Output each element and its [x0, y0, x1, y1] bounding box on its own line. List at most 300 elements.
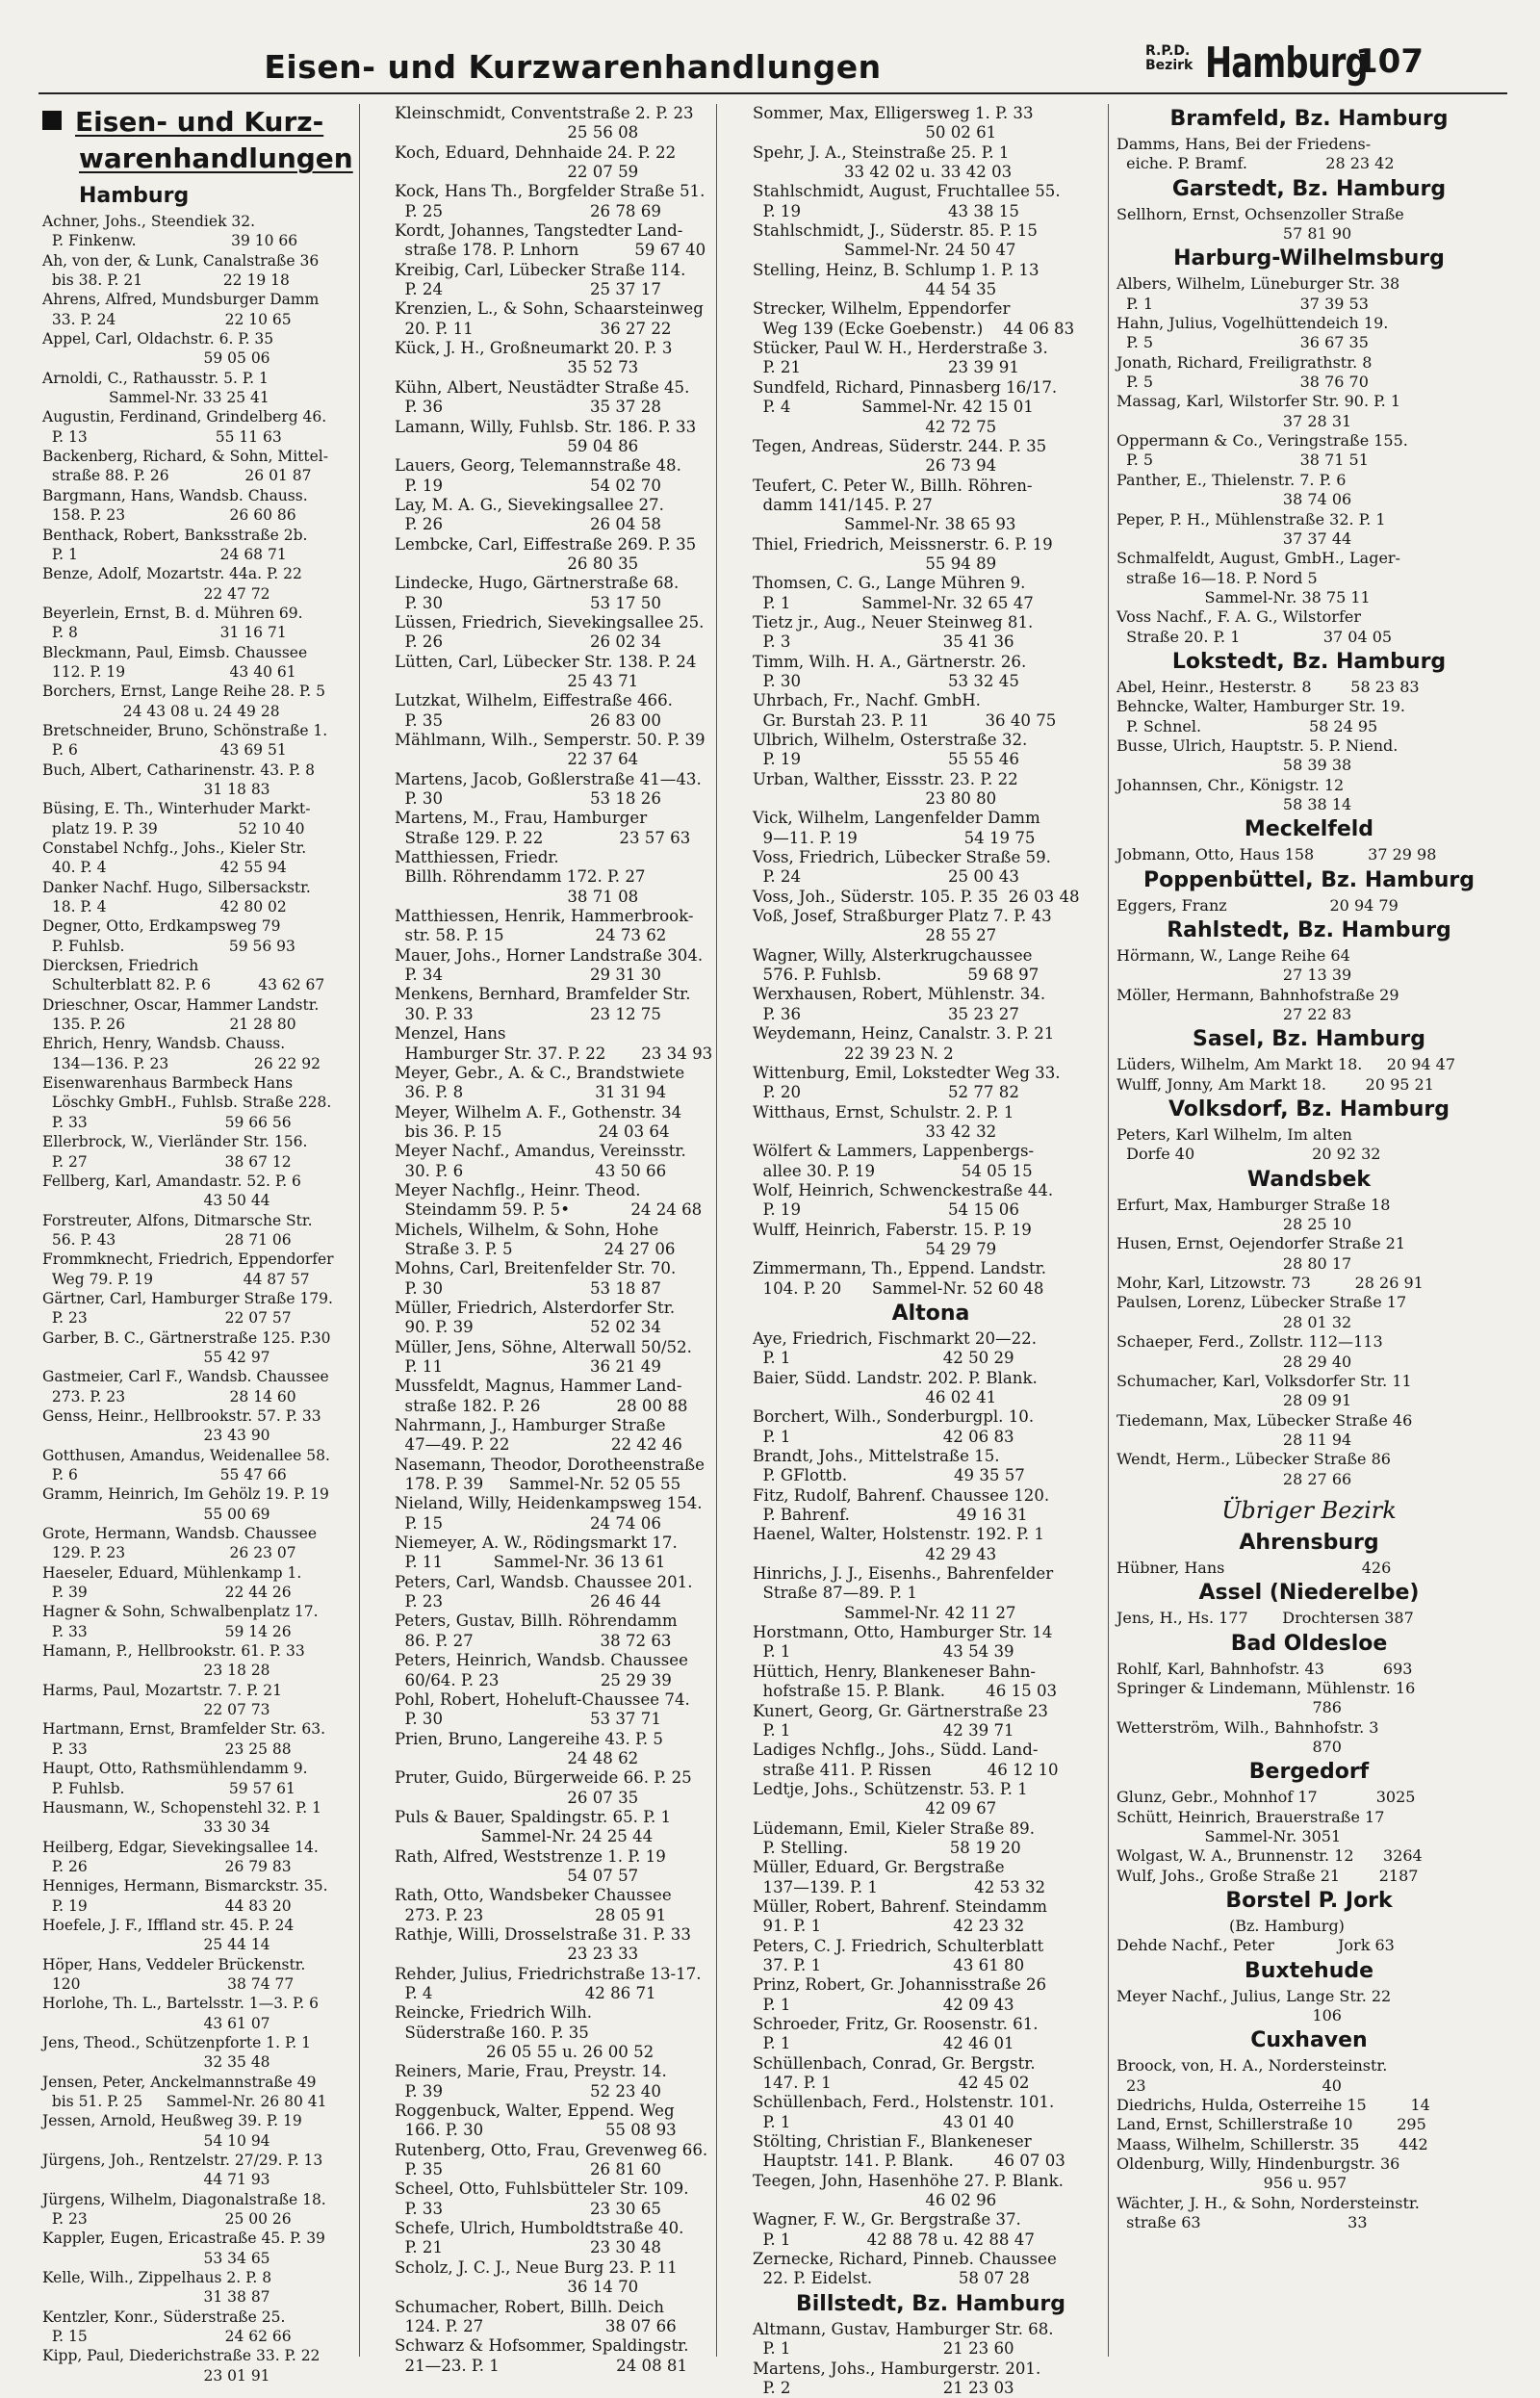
- directory-line: Kühn, Albert, Neustädter Straße 45.: [395, 377, 690, 397]
- place-heading: Cuxhaven: [1250, 2028, 1368, 2053]
- rpd-bottom: Bezirk: [1145, 58, 1194, 73]
- directory-line: 90. P. 39 52 02 34: [395, 1318, 661, 1337]
- directory-line: Abel, Heinr., Hesterstr. 8 58 23 83: [1116, 677, 1420, 696]
- directory-line: Weg 139 (Ecke Goebenstr.) 44 06 83: [753, 319, 1075, 338]
- directory-line: 26 73 94: [753, 456, 997, 476]
- directory-line: 54 10 94: [42, 2131, 270, 2150]
- directory-line: Kordt, Johannes, Tangstedter Land-: [395, 221, 683, 241]
- directory-line: Meyer, Wilhelm A. F., Gothenstr. 34: [395, 1102, 682, 1122]
- directory-line: Jessen, Arnold, Heußweg 39. P. 19: [42, 2112, 302, 2130]
- directory-line: P. 6 43 69 51: [42, 741, 287, 760]
- directory-line: Prien, Bruno, Langereihe 43. P. 5: [395, 1729, 663, 1748]
- directory-line: Constabel Nchfg., Johs., Kieler Str.: [42, 839, 307, 857]
- section-subtitle: Übriger Bezirk: [1221, 1496, 1397, 1524]
- directory-line: Puls & Bauer, Spaldingstr. 65. P. 1: [395, 1807, 672, 1826]
- directory-line: Schroeder, Fritz, Gr. Roosenstr. 61.: [753, 2015, 1039, 2033]
- directory-line: Werxhausen, Robert, Mühlenstr. 34.: [753, 985, 1046, 1004]
- directory-line: 956 u. 957: [1116, 2174, 1348, 2193]
- directory-line: 104. P. 20 Sammel-Nr. 52 60 48: [753, 1278, 1044, 1298]
- page-header: [0, 0, 1540, 94]
- directory-line: Lüdemann, Emil, Kieler Straße 89.: [753, 1818, 1035, 1838]
- directory-line: Weg 79. P. 19 44 87 57: [42, 1270, 310, 1288]
- directory-line: Schulterblatt 82. P. 6 43 62 67: [42, 976, 325, 994]
- directory-line: 57 81 90: [1116, 224, 1352, 244]
- directory-line: Borchert, Wilh., Sonderburgpl. 10.: [753, 1407, 1035, 1427]
- header-rule: [38, 92, 1507, 94]
- directory-line: Süderstraße 160. P. 35: [395, 2023, 589, 2042]
- directory-line: Martens, Jacob, Goßlerstraße 41—43.: [395, 769, 702, 788]
- directory-line: Damms, Hans, Bei der Friedens-: [1116, 135, 1372, 153]
- directory-line: 33. P. 24 22 10 65: [42, 310, 292, 328]
- directory-line: P. 23 26 46 44: [395, 1592, 661, 1612]
- directory-line: Steindamm 59. P. 5• 24 24 68: [395, 1200, 703, 1220]
- directory-line: Hahn, Julius, Vogelhüttendeich 19.: [1116, 314, 1389, 333]
- directory-line: Jens, H., Hs. 177 Drochtersen 387: [1116, 1609, 1414, 1628]
- directory-line: P. 19 54 15 06: [753, 1200, 1019, 1220]
- directory-line: Roggenbuck, Walter, Eppend. Weg: [395, 2101, 675, 2121]
- directory-line: P. 39 22 44 26: [42, 1584, 292, 1602]
- directory-line: P. 30 53 17 50: [395, 593, 661, 612]
- directory-line: Ellerbrock, W., Vierländer Str. 156.: [42, 1133, 308, 1151]
- directory-line: 35 52 73: [395, 358, 639, 377]
- directory-line: Müller, Eduard, Gr. Bergstraße: [753, 1858, 1005, 1877]
- directory-line: P. Fuhlsb. 59 57 61: [42, 1779, 295, 1797]
- directory-line: 22 47 72: [42, 584, 270, 603]
- directory-line: 28 11 94: [1116, 1430, 1352, 1449]
- directory-line: Scheel, Otto, Fuhlsbütteler Str. 109.: [395, 2179, 689, 2199]
- directory-line: Hamburger Str. 37. P. 22 23 34 93: [395, 1044, 713, 1063]
- directory-line: Wagner, F. W., Gr. Bergstraße 37.: [753, 2210, 1021, 2230]
- directory-line: Stahlschmidt, August, Fruchtallee 55.: [753, 182, 1061, 201]
- place-heading: Meckelfeld: [1244, 817, 1374, 842]
- directory-line: 43 50 44: [42, 1192, 270, 1210]
- directory-line: Spehr, J. A., Steinstraße 25. P. 1: [753, 142, 1010, 162]
- directory-line: Fellberg, Karl, Amandastr. 52. P. 6: [42, 1172, 301, 1190]
- directory-line: 27 22 83: [1116, 1005, 1352, 1024]
- directory-line: P. 8 31 16 71: [42, 624, 287, 642]
- directory-line: 28 09 91: [1116, 1391, 1352, 1410]
- directory-line: bis 36. P. 15 24 03 64: [395, 1122, 670, 1141]
- directory-line: Scholz, J. C. J., Neue Burg 23. P. 11: [395, 2257, 678, 2277]
- directory-line: straße 63 33: [1116, 2213, 1368, 2232]
- directory-line: P. 19 54 02 70: [395, 476, 661, 495]
- directory-line: Ah, von der, & Lunk, Canalstraße 36: [42, 251, 320, 270]
- directory-line: P. 3 35 41 36: [753, 632, 1014, 652]
- directory-line: 23 40: [1116, 2076, 1342, 2095]
- directory-line: Busse, Ulrich, Hauptstr. 5. P. Niend.: [1116, 735, 1399, 755]
- directory-line: Mohns, Carl, Breitenfelder Str. 70.: [395, 1259, 677, 1278]
- directory-line: Eggers, Franz 20 94 79: [1116, 895, 1399, 915]
- directory-line: eiche. P. Bramf. 28 23 42: [1116, 154, 1395, 173]
- entry-list: [753, 104, 1109, 2398]
- place-heading: Bad Oldesloe: [1230, 1631, 1388, 1656]
- directory-line: Rutenberg, Otto, Frau, Grevenweg 66.: [395, 2140, 708, 2159]
- directory-line: 129. P. 23 26 23 07: [42, 1544, 296, 1562]
- directory-line: Sammel-Nr. 42 11 27: [753, 1603, 1016, 1622]
- directory-line: P. 30 53 18 87: [395, 1278, 661, 1298]
- directory-line: allee 30. P. 19 54 05 15: [753, 1161, 1033, 1180]
- directory-line: Aye, Friedrich, Fischmarkt 20—22.: [753, 1328, 1037, 1348]
- directory-line: 22 07 73: [42, 1701, 270, 1719]
- directory-line: Horstmann, Otto, Hamburger Str. 14: [753, 1623, 1053, 1642]
- directory-line: P. Bahrenf. 49 16 31: [753, 1506, 1028, 1525]
- directory-line: 25 56 08: [395, 123, 639, 142]
- directory-line: P. 26 26 04 58: [395, 515, 661, 534]
- directory-line: Urban, Walther, Eissstr. 23. P. 22: [753, 769, 1018, 788]
- directory-line: Lüders, Wilhelm, Am Markt 18. 20 94 47: [1116, 1055, 1456, 1074]
- directory-line: Tegen, Andreas, Süderstr. 244. P. 35: [753, 436, 1047, 455]
- directory-line: P. 20 52 77 82: [753, 1083, 1019, 1102]
- directory-line: 870: [1116, 1737, 1342, 1756]
- directory-line: Kück, J. H., Großneumarkt 20. P. 3: [395, 339, 673, 358]
- directory-line: Thomsen, C. G., Lange Mühren 9.: [753, 574, 1026, 593]
- directory-line: Sammel-Nr. 38 65 93: [753, 515, 1016, 534]
- directory-line: 58 38 14: [1116, 794, 1352, 813]
- directory-line: Lüssen, Friedrich, Sievekingsallee 25.: [395, 612, 705, 632]
- directory-line: Wittenburg, Emil, Lokstedter Weg 33.: [753, 1063, 1061, 1082]
- directory-line: Panther, E., Thielenstr. 7. P. 6: [1116, 470, 1347, 489]
- directory-line: Wolgast, W. A., Brunnenstr. 12 3264: [1116, 1846, 1423, 1866]
- directory-line: P. 6 55 47 66: [42, 1466, 287, 1483]
- directory-line: Lutzkat, Wilhelm, Eiffestraße 466.: [395, 691, 673, 710]
- directory-line: 55 00 69: [42, 1505, 270, 1523]
- directory-line: 137—139. P. 1 42 53 32: [753, 1877, 1046, 1896]
- directory-line: Johannsen, Chr., Königstr. 12: [1116, 775, 1345, 794]
- directory-line: Broock, von, H. A., Nordersteinstr.: [1116, 2056, 1388, 2076]
- directory-line: Ledtje, Johs., Schützenstr. 53. P. 1: [753, 1779, 1028, 1798]
- directory-line: P. 15 24 62 66: [42, 2328, 292, 2346]
- column-3: [753, 104, 1109, 2397]
- directory-line: Ehrich, Henry, Wandsb. Chauss.: [42, 1035, 286, 1053]
- directory-line: P. 1 42 09 43: [753, 1995, 1014, 2014]
- directory-line: 23 23 33: [395, 1945, 639, 1964]
- directory-line: Diercksen, Friedrich: [42, 957, 199, 975]
- directory-line: 22 07 59: [395, 163, 639, 182]
- directory-line: 124. P. 27 38 07 66: [395, 2316, 677, 2335]
- directory-line: P. Stelling. 58 19 20: [753, 1838, 1021, 1857]
- directory-line: Müller, Jens, Söhne, Alterwall 50/52.: [395, 1337, 692, 1356]
- directory-line: Pohl, Robert, Hoheluft-Chaussee 74.: [395, 1689, 690, 1709]
- directory-line: Kentzler, Konr., Süderstraße 25.: [42, 2308, 286, 2326]
- directory-line: Gr. Burstah 23. P. 11 36 40 75: [753, 710, 1057, 730]
- directory-line: Lembcke, Carl, Eiffestraße 269. P. 35: [395, 534, 697, 554]
- directory-line: 23 43 90: [42, 1427, 270, 1445]
- directory-line: 18. P. 4 42 80 02: [42, 898, 287, 916]
- directory-line: Vick, Wilhelm, Langenfelder Damm: [753, 809, 1040, 828]
- directory-line: Haeseler, Eduard, Mühlenkamp 1.: [42, 1563, 302, 1582]
- directory-line: 112. P. 19 43 40 61: [42, 662, 296, 681]
- directory-line: damm 141/145. P. 27: [753, 495, 933, 514]
- place-heading: Poppenbüttel, Bz. Hamburg: [1142, 867, 1476, 892]
- directory-line: Glunz, Gebr., Mohnhof 17 3025: [1116, 1788, 1416, 1807]
- directory-line: Hüttich, Henry, Blankeneser Bahn-: [753, 1662, 1037, 1681]
- directory-line: Kunert, Georg, Gr. Gärtnerstraße 23: [753, 1701, 1048, 1720]
- directory-line: Nasemann, Theodor, Dorotheenstraße: [395, 1455, 705, 1474]
- directory-line: Grote, Hermann, Wandsb. Chaussee: [42, 1525, 318, 1543]
- directory-line: Danker Nachf. Hugo, Silbersackstr.: [42, 878, 311, 896]
- directory-line: 273. P. 23 28 05 91: [395, 1905, 667, 1924]
- directory-line: Voss Nachf., F. A. G., Wilstorfer: [1116, 607, 1361, 627]
- directory-line: Drieschner, Oscar, Hammer Landstr.: [42, 995, 320, 1014]
- directory-line: hofstraße 15. P. Blank. 46 15 03: [753, 1682, 1058, 1701]
- directory-line: Husen, Ernst, Oejendorfer Straße 21: [1116, 1234, 1406, 1253]
- directory-line: 31 38 87: [42, 2288, 270, 2307]
- place-heading: Borstel P. Jork: [1225, 1889, 1393, 1914]
- directory-line: 22 37 64: [395, 750, 639, 769]
- directory-line: Rehder, Julius, Friedrichstraße 13-17.: [395, 1964, 702, 1983]
- directory-line: P. 5 38 71 51: [1116, 451, 1369, 470]
- directory-line: P. 26 26 79 83: [42, 1857, 292, 1875]
- directory-line: Sundfeld, Richard, Pinnasberg 16/17.: [753, 377, 1058, 397]
- directory-line: Wulff, Heinrich, Faberstr. 15. P. 19: [753, 1220, 1032, 1239]
- directory-line: 22. P. Eidelst. 58 07 28: [753, 2269, 1030, 2288]
- directory-line: P. 1 42 46 01: [753, 2034, 1014, 2053]
- directory-line: 37 28 31: [1116, 411, 1352, 430]
- section-heading-line-2: warenhandlungen: [79, 142, 353, 174]
- directory-line: Rath, Otto, Wandsbeker Chaussee: [395, 1886, 672, 1905]
- directory-line: 42 72 75: [753, 417, 997, 436]
- directory-line: 36. P. 8 31 31 94: [395, 1083, 667, 1102]
- directory-line: P. 1 42 39 71: [753, 1720, 1014, 1740]
- directory-line: Wulf, Johs., Große Straße 21 2187: [1116, 1866, 1419, 1885]
- directory-line: Rohlf, Karl, Bahnhofstr. 43 693: [1116, 1659, 1413, 1678]
- directory-line: Haenel, Walter, Holstenstr. 192. P. 1: [753, 1525, 1044, 1544]
- directory-line: Stahlschmidt, J., Süderstr. 85. P. 15: [753, 221, 1038, 241]
- directory-line: Forstreuter, Alfons, Ditmarsche Str.: [42, 1211, 313, 1229]
- directory-line: Möller, Hermann, Bahnhofstraße 29: [1116, 985, 1399, 1004]
- directory-line: Kelle, Wilh., Zippelhaus 2. P. 8: [42, 2269, 272, 2287]
- directory-line: 44 71 93: [42, 2171, 270, 2189]
- directory-line: P. 1 21 23 60: [753, 2339, 1014, 2359]
- directory-line: straße 178. P. Lnhorn 59 67 40: [395, 241, 706, 260]
- directory-line: Schumacher, Karl, Volksdorfer Str. 11: [1116, 1371, 1412, 1390]
- directory-line: 24 48 62: [395, 1748, 639, 1767]
- directory-line: Büsing, E. Th., Winterhuder Markt-: [42, 800, 311, 818]
- place-heading: Billstedt, Bz. Hamburg: [796, 2291, 1065, 2316]
- directory-line: str. 58. P. 15 24 73 62: [395, 926, 667, 945]
- directory-line: Löschky GmbH., Fuhlsb. Straße 228.: [42, 1094, 332, 1112]
- directory-line: Schüllenbach, Conrad, Gr. Bergstr.: [753, 2053, 1036, 2073]
- directory-line: P. 36 35 23 27: [753, 1004, 1019, 1023]
- directory-line: P. 5 36 67 35: [1116, 333, 1369, 352]
- directory-line: P. 30 53 37 71: [395, 1710, 661, 1729]
- directory-line: P. 33 23 25 88: [42, 1740, 292, 1758]
- directory-line: Sammel-Nr. 24 50 47: [753, 241, 1016, 260]
- directory-line: Rathje, Willi, Drosselstraße 31. P. 33: [395, 1924, 691, 1944]
- directory-line: Achner, Johs., Steendiek 32.: [42, 213, 256, 230]
- directory-line: Borchers, Ernst, Lange Reihe 28. P. 5: [42, 683, 325, 701]
- directory-line: Strecker, Wilhelm, Eppendorfer: [753, 299, 1011, 319]
- directory-line: Schütt, Heinrich, Brauerstraße 17: [1116, 1807, 1385, 1826]
- directory-line: 25 44 14: [42, 1936, 270, 1954]
- directory-line: 135. P. 26 21 28 80: [42, 1016, 296, 1034]
- directory-line: 26 80 35: [395, 554, 639, 573]
- directory-line: Behncke, Walter, Hamburger Str. 19.: [1116, 697, 1406, 716]
- directory-line: 106: [1116, 2006, 1342, 2025]
- entry-list: [42, 212, 360, 2385]
- directory-line: P. 4 Sammel-Nr. 42 15 01: [753, 398, 1034, 417]
- section-heading-text-1: Eisen- und Kurz-: [75, 106, 324, 138]
- directory-line: Ahrens, Alfred, Mundsburger Damm: [42, 291, 320, 309]
- directory-line: Kock, Hans Th., Borgfelder Straße 51.: [395, 182, 706, 201]
- directory-line: Meyer Nachf., Amandus, Vereinsstr.: [395, 1142, 686, 1161]
- directory-line: Albers, Wilhelm, Lüneburger Str. 38: [1116, 274, 1400, 294]
- directory-line: Mussfeldt, Magnus, Hammer Land-: [395, 1377, 682, 1396]
- directory-line: Menzel, Hans: [395, 1024, 506, 1044]
- directory-line: P. 21 23 30 48: [395, 2238, 661, 2257]
- directory-line: Bretschneider, Bruno, Schönstraße 1.: [42, 721, 328, 739]
- directory-line: Nieland, Willy, Heidenkampsweg 154.: [395, 1494, 703, 1513]
- directory-line: P. 33 23 30 65: [395, 2199, 661, 2218]
- directory-line: Stölting, Christian F., Blankeneser: [753, 2132, 1032, 2152]
- directory-line: 36 14 70: [395, 2278, 639, 2297]
- directory-line: P. 24 25 37 17: [395, 280, 661, 299]
- directory-line: Backenberg, Richard, & Sohn, Mittel-: [42, 448, 329, 466]
- directory-line: Erfurt, Max, Hamburger Straße 18: [1116, 1195, 1391, 1214]
- directory-line: 33 30 34: [42, 1818, 270, 1837]
- square-marker-icon: [42, 111, 62, 130]
- directory-line: 786: [1116, 1698, 1342, 1717]
- directory-line: 23 18 28: [42, 1662, 270, 1680]
- directory-line: 26 07 35: [395, 1788, 639, 1807]
- directory-line: 26 05 55 u. 26 00 52: [395, 2043, 654, 2062]
- directory-line: 42 09 67: [753, 1799, 997, 1818]
- directory-line: P. 1 42 50 29: [753, 1349, 1014, 1368]
- directory-line: Zernecke, Richard, Pinneb. Chaussee: [753, 2250, 1057, 2269]
- directory-line: P. 1 24 68 71: [42, 545, 287, 563]
- directory-line: P. 1 42 88 78 u. 42 88 47: [753, 2230, 1035, 2249]
- directory-line: P. 35 26 81 60: [395, 2160, 661, 2179]
- directory-line: 166. P. 30 55 08 93: [395, 2121, 677, 2140]
- directory-line: Lauers, Georg, Telemannstraße 48.: [395, 456, 681, 476]
- directory-line: Springer & Lindemann, Mühlenstr. 16: [1116, 1678, 1416, 1697]
- directory-line: Dehde Nachf., Peter Jork 63: [1116, 1936, 1395, 1955]
- directory-line: Sommer, Max, Elligersweg 1. P. 33: [753, 104, 1034, 122]
- directory-line: Wolf, Heinrich, Schwenckestraße 44.: [753, 1180, 1054, 1199]
- directory-line: Harms, Paul, Mozartstr. 7. P. 21: [42, 1681, 283, 1699]
- directory-line: Wetterström, Wilh., Bahnhofstr. 3: [1116, 1717, 1379, 1737]
- directory-line: 273. P. 23 28 14 60: [42, 1387, 296, 1405]
- directory-line: bis 38. P. 21 22 19 18: [42, 271, 290, 290]
- directory-line: Sammel-Nr. 24 25 44: [395, 1827, 654, 1846]
- directory-line: 47—49. P. 22 22 42 46: [395, 1435, 682, 1455]
- directory-line: 60/64. P. 23 25 29 39: [395, 1670, 672, 1689]
- directory-line: 30. P. 33 23 12 75: [395, 1004, 661, 1023]
- directory-line: P. 15 24 74 06: [395, 1513, 661, 1533]
- directory-line: 576. P. Fuhlsb. 59 68 97: [753, 966, 1040, 985]
- directory-line: P. 25 26 78 69: [395, 201, 661, 220]
- directory-line: Hörmann, W., Lange Reihe 64: [1116, 946, 1350, 965]
- directory-line: 46 02 41: [753, 1388, 997, 1406]
- directory-line: P. 19 44 83 20: [42, 1896, 292, 1915]
- directory-line: 42 29 43: [753, 1544, 997, 1563]
- directory-line: P. 35 26 83 00: [395, 710, 661, 730]
- directory-line: Müller, Robert, Bahrenf. Steindamm: [753, 1896, 1047, 1916]
- column-4: [1116, 104, 1502, 2357]
- directory-line: Stücker, Paul W. H., Herderstraße 3.: [753, 339, 1048, 358]
- column-divider: [1108, 104, 1109, 2357]
- directory-line: P. 36 35 37 28: [395, 398, 661, 417]
- directory-line: Wölfert & Lammers, Lappenbergs-: [753, 1142, 1035, 1161]
- directory-line: Baier, Südd. Landstr. 202. P. Blank.: [753, 1368, 1038, 1387]
- directory-line: P. 2 21 23 03: [753, 2378, 1014, 2397]
- directory-line: 147. P. 1 42 45 02: [753, 2074, 1030, 2093]
- directory-line: Massag, Karl, Wilstorfer Str. 90. P. 1: [1116, 392, 1401, 411]
- column-2: [395, 104, 717, 2375]
- directory-line: Eisenwarenhaus Barmbeck Hans: [42, 1074, 294, 1093]
- directory-line: Fitz, Rudolf, Bahrenf. Chaussee 120.: [753, 1485, 1050, 1505]
- directory-line: platz 19. P. 39 52 10 40: [42, 819, 305, 838]
- directory-line: 38 71 08: [395, 887, 639, 906]
- directory-line: Gramm, Heinrich, Im Gehölz 19. P. 19: [42, 1485, 329, 1504]
- directory-line: Menkens, Bernhard, Bramfelder Str.: [395, 985, 691, 1004]
- directory-line: Stelling, Heinz, B. Schlump 1. P. 13: [753, 260, 1040, 279]
- place-heading: Volksdorf, Bz. Hamburg: [1168, 1097, 1450, 1122]
- directory-line: Mohr, Karl, Litzowstr. 73 28 26 91: [1116, 1274, 1424, 1293]
- section-heading-line-1: [42, 104, 360, 141]
- directory-line: 31 18 83: [42, 780, 270, 798]
- directory-line: Lay, M. A. G., Sievekingsallee 27.: [395, 495, 664, 514]
- directory-line: Timm, Wilh. H. A., Gärtnerstr. 26.: [753, 652, 1027, 671]
- directory-line: 53 34 65: [42, 2249, 270, 2267]
- column-divider: [359, 104, 360, 2357]
- directory-line: Meyer Nachflg., Heinr. Theod.: [395, 1180, 641, 1199]
- directory-line: Buch, Albert, Catharinenstr. 43. P. 8: [42, 761, 316, 779]
- directory-line: Schaeper, Ferd., Zollstr. 112—113: [1116, 1332, 1383, 1352]
- directory-line: Wächter, J. H., & Sohn, Nordersteinstr.: [1116, 2193, 1420, 2212]
- directory-line: 58 39 38: [1116, 756, 1352, 775]
- directory-line: 28 01 32: [1116, 1312, 1352, 1331]
- directory-line: Wulff, Jonny, Am Markt 18. 20 95 21: [1116, 1074, 1434, 1094]
- directory-line: 20. P. 11 36 27 22: [395, 319, 672, 338]
- subsection-heading: Hamburg: [79, 184, 190, 208]
- directory-line: P. GFlottb. 49 35 57: [753, 1466, 1025, 1485]
- directory-line: 46 02 96: [753, 2191, 997, 2210]
- directory-line: Billh. Röhrendamm 172. P. 27: [395, 867, 646, 887]
- directory-line: Matthiessen, Friedr.: [395, 848, 559, 867]
- directory-line: Dorfe 40 20 92 32: [1116, 1145, 1381, 1164]
- place-heading: Buxtehude: [1244, 1958, 1374, 1983]
- directory-line: P. 27 38 67 12: [42, 1152, 292, 1171]
- directory-line: Bleckmann, Paul, Eimsb. Chaussee: [42, 643, 308, 661]
- directory-line: 28 25 10: [1116, 1215, 1352, 1234]
- directory-line: Genss, Heinr., Hellbrookstr. 57. P. 33: [42, 1406, 321, 1425]
- directory-line: 27 13 39: [1116, 966, 1352, 985]
- directory-line: Straße 87—89. P. 1: [753, 1584, 917, 1603]
- directory-line: Beyerlein, Ernst, B. d. Mühren 69.: [42, 604, 303, 622]
- directory-line: 54 29 79: [753, 1239, 997, 1258]
- directory-line: 28 29 40: [1116, 1352, 1352, 1371]
- directory-line: P. 33 59 66 56: [42, 1113, 292, 1131]
- directory-line: 32 35 48: [42, 2053, 270, 2072]
- directory-line: Garber, B. C., Gärtnerstraße 125. P.30: [42, 1328, 331, 1347]
- directory-line: P. 30 53 32 45: [753, 671, 1019, 690]
- directory-line: Höper, Hans, Veddeler Brückenstr.: [42, 1955, 306, 1973]
- directory-line: Schmalfeldt, August, GmbH., Lager-: [1116, 549, 1400, 568]
- directory-line: Hauptstr. 141. P. Blank. 46 07 03: [753, 2152, 1065, 2171]
- page-title: Eisen- und Kurzwarenhandlungen: [264, 48, 882, 86]
- directory-line: P. 23 25 00 26: [42, 2210, 292, 2229]
- directory-line: P. 33 59 14 26: [42, 1622, 292, 1640]
- directory-line: Michels, Wilhelm, & Sohn, Hohe: [395, 1220, 659, 1239]
- directory-line: 158. P. 23 26 60 86: [42, 506, 296, 525]
- directory-line: Sammel-Nr. 33 25 41: [42, 389, 270, 407]
- place-heading: Wandsbek: [1246, 1167, 1372, 1192]
- entry-list: [395, 104, 717, 2376]
- directory-line: Kappler, Eugen, Ericastraße 45. P. 39: [42, 2230, 325, 2248]
- directory-line: Reincke, Friedrich Wilh.: [395, 2003, 593, 2023]
- directory-line: Land, Ernst, Schillerstraße 10 295: [1116, 2115, 1426, 2134]
